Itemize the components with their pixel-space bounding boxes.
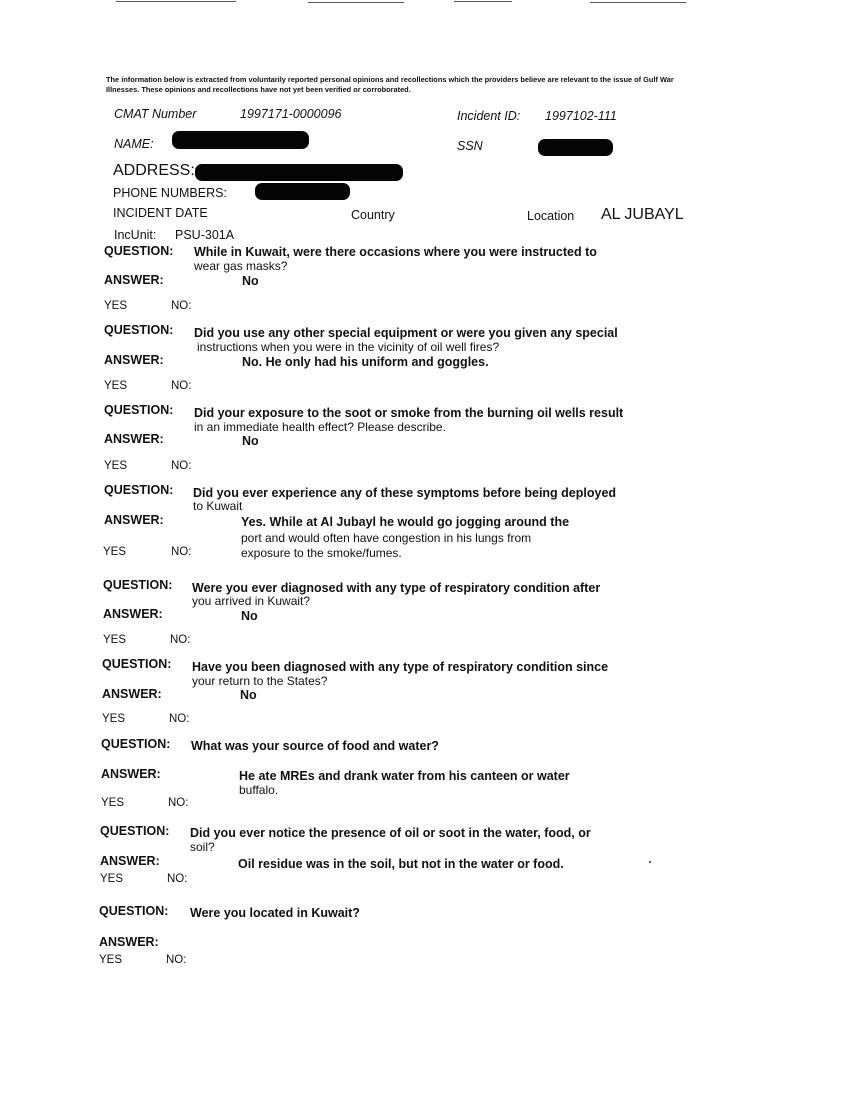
answer-text: Oil residue was in the soil, but not in the water or food. <box>238 857 564 871</box>
yes-label: YES <box>104 300 128 312</box>
phone-redaction <box>255 183 350 200</box>
question-text: Were you located in Kuwait? <box>190 906 360 920</box>
question-text-cont: to Kuwait <box>193 499 243 513</box>
ssn-label: SSN <box>457 139 483 153</box>
incunit-label: IncUnit: <box>114 228 157 242</box>
question-label: QUESTION: <box>100 824 170 838</box>
scan-line <box>454 1 512 2</box>
answer-text: No. He only had his uniform and goggles. <box>242 355 489 369</box>
no-label: NO: <box>171 546 192 558</box>
address-label: ADDRESS: <box>113 162 195 179</box>
yes-label: YES <box>99 954 123 966</box>
question-label: QUESTION: <box>104 244 174 258</box>
answer-label: ANSWER: <box>104 513 164 527</box>
answer-label: ANSWER: <box>100 854 160 868</box>
scan-speck <box>649 861 651 863</box>
no-label: NO: <box>166 954 187 966</box>
question-text: Were you ever diagnosed with any type of respiratory condition after <box>192 581 601 595</box>
answer-label: ANSWER: <box>104 432 164 446</box>
name-redaction <box>172 131 309 149</box>
question-label: QUESTION: <box>101 737 171 751</box>
question-text: What was your source of food and water? <box>191 739 439 753</box>
question-label: QUESTION: <box>102 657 172 671</box>
answer-text: No <box>241 609 258 623</box>
country-label: Country <box>351 208 395 222</box>
incident-id-label: Incident ID: <box>457 109 521 123</box>
question-text: Did you use any other special equipment or were you given any special <box>194 326 618 340</box>
answer-text: Yes. While at Al Jubayl he would go jogging around the <box>241 515 570 529</box>
answer-text-cont: exposure to the smoke/fumes. <box>241 546 402 560</box>
yes-label: YES <box>103 546 127 558</box>
cmat-value: 1997171-0000096 <box>240 107 342 121</box>
location-value: AL JUBAYL <box>601 206 684 223</box>
no-label: NO: <box>167 873 188 885</box>
question-text-cont: you arrived in Kuwait? <box>192 594 311 608</box>
answer-label: ANSWER: <box>103 607 163 621</box>
no-label: NO: <box>169 713 190 725</box>
question-text-cont: in an immediate health effect? Please describe. <box>194 420 446 434</box>
yes-label: YES <box>104 460 128 472</box>
question-text: Have you been diagnosed with any type of respiratory condition since <box>192 660 609 674</box>
no-label: NO: <box>171 460 192 472</box>
yes-label: YES <box>102 713 126 725</box>
incident-id-value: 1997102-111 <box>545 109 617 123</box>
no-label: NO: <box>171 300 192 312</box>
answer-label: ANSWER: <box>102 687 162 701</box>
ssn-redaction <box>538 139 613 156</box>
yes-label: YES <box>100 873 124 885</box>
answer-text-cont: buffalo. <box>239 783 279 797</box>
incident-date-label: INCIDENT DATE <box>113 206 208 220</box>
disclaimer: The information below is extracted from voluntarily reported personal opinions and recollections which the providers believe are relevant to the issue of Gulf War Illnesses. These opinions and recollections have not yet been verified or corroborated. <box>106 75 674 94</box>
answer-label: ANSWER: <box>104 353 164 367</box>
question-label: QUESTION: <box>104 403 174 417</box>
incunit-value: PSU-301A <box>175 228 235 242</box>
location-label: Location <box>527 209 575 223</box>
scan-line <box>590 2 686 3</box>
question-label: QUESTION: <box>104 483 174 497</box>
answer-text-cont: port and would often have congestion in his lungs from <box>241 531 532 545</box>
question-label: QUESTION: <box>104 323 174 337</box>
question-text-cont: your return to the States? <box>192 674 328 688</box>
answer-text: No <box>240 688 257 702</box>
question-label: QUESTION: <box>103 578 173 592</box>
answer-label: ANSWER: <box>104 273 164 287</box>
name-label: NAME: <box>114 137 154 151</box>
question-text-cont: wear gas masks? <box>194 259 288 273</box>
phone-label: PHONE NUMBERS: <box>113 186 227 200</box>
question-text-cont: instructions when you were in the vicinity of oil well fires? <box>197 340 500 354</box>
scan-line <box>308 2 404 3</box>
question-text: Did your exposure to the soot or smoke from the burning oil wells result <box>194 406 624 420</box>
yes-label: YES <box>101 797 125 809</box>
question-text: Did you ever notice the presence of oil or soot in the water, food, or <box>190 826 591 840</box>
cmat-label: CMAT Number <box>114 107 197 121</box>
question-label: QUESTION: <box>99 904 169 918</box>
question-text: While in Kuwait, were there occasions where you were instructed to <box>194 245 597 259</box>
question-text-cont: soil? <box>190 840 215 854</box>
answer-label: ANSWER: <box>101 767 161 781</box>
no-label: NO: <box>168 797 189 809</box>
no-label: NO: <box>170 634 191 646</box>
address-redaction <box>195 164 403 181</box>
question-text: Did you ever experience any of these symptoms before being deployed <box>193 486 617 500</box>
no-label: NO: <box>171 380 192 392</box>
answer-label: ANSWER: <box>99 935 159 949</box>
answer-text: No <box>242 274 259 288</box>
answer-text: He ate MREs and drank water from his canteen or water <box>239 769 570 783</box>
answer-text: No <box>242 434 259 448</box>
yes-label: YES <box>104 380 128 392</box>
scan-line <box>116 1 236 2</box>
yes-label: YES <box>103 634 127 646</box>
